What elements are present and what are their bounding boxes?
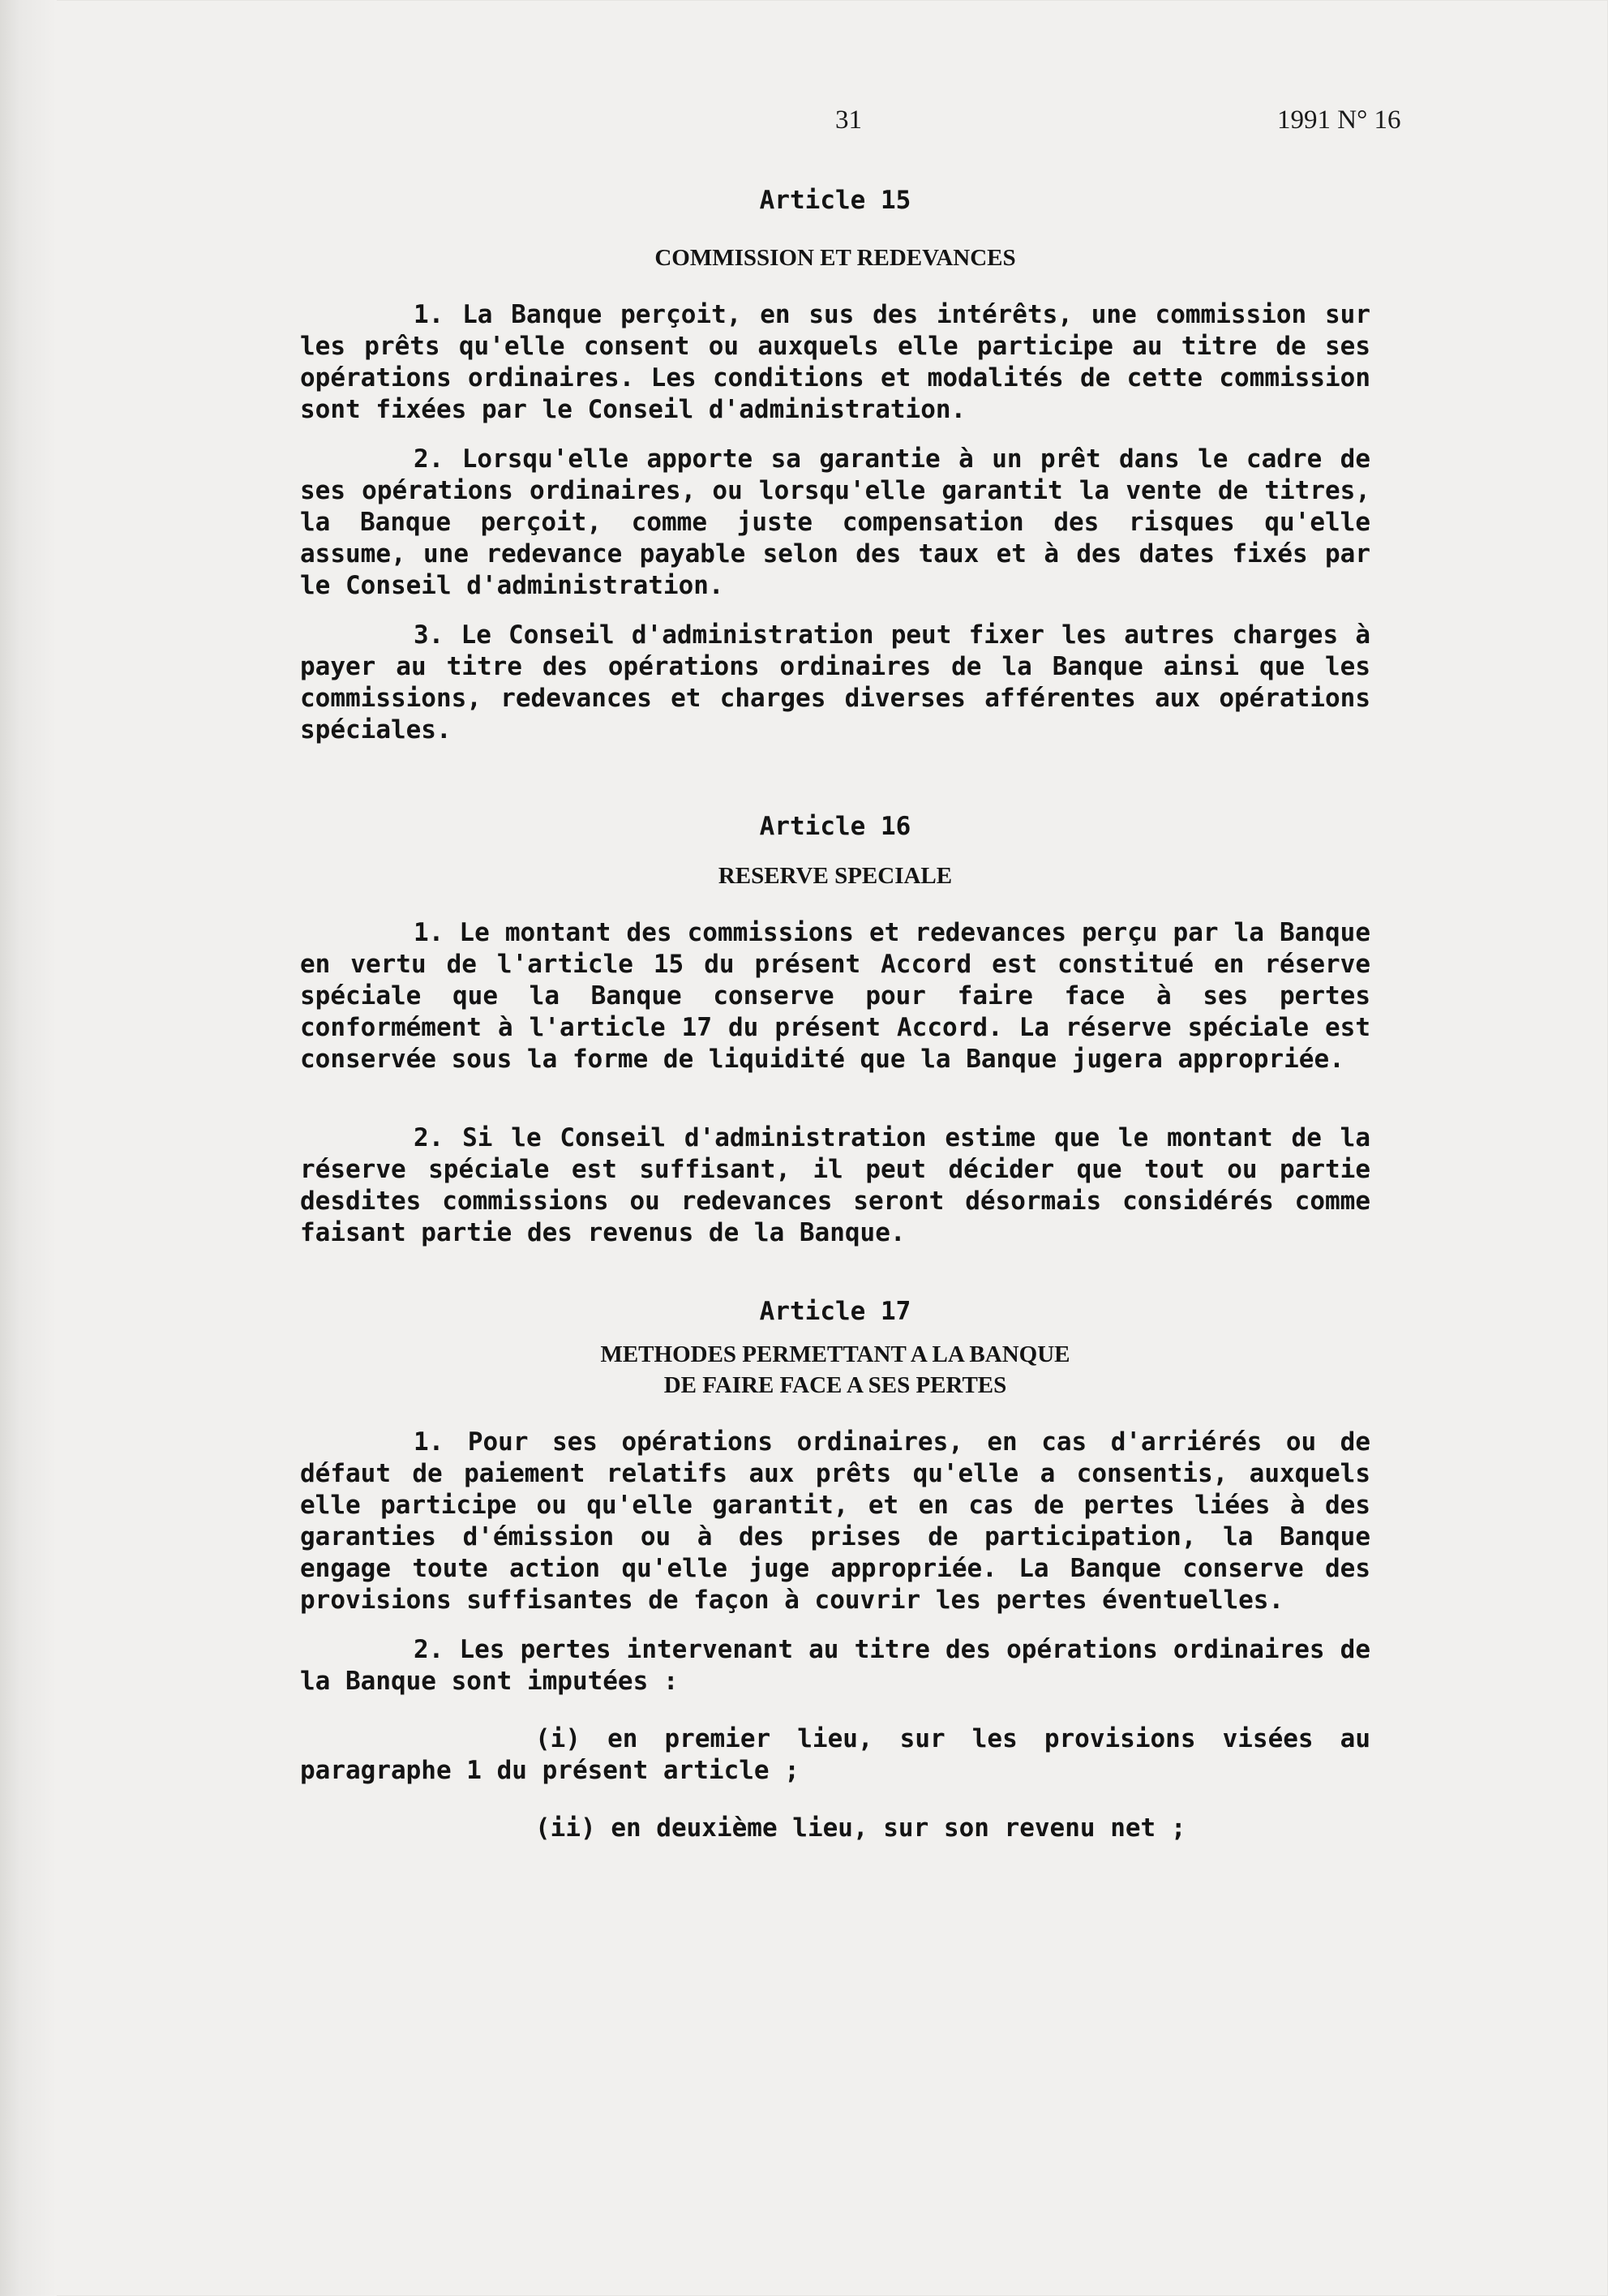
- article-17-title: Article 17: [759, 1297, 911, 1326]
- article-17-heading-line-1: METHODES PERMETTANT A LA BANQUE: [600, 1341, 1070, 1367]
- binding-shadow: [0, 0, 57, 2296]
- article-17-item-ii: (ii) en deuxième lieu, sur son revenu net ;: [535, 1813, 1186, 1843]
- article-17-item-i: (i) en premier lieu, sur les provisions visées au paragraphe 1 du présent article ;: [300, 1724, 1370, 1785]
- article-17-paragraph-2: 2. Les pertes intervenant au titre des opérations ordinaires de la Banque sont imputées :: [300, 1635, 1370, 1696]
- article-15-paragraph-1: 1. La Banque perçoit, en sus des intérêts, une commission sur les prêts qu'elle consent ou auxquels elle participe au titre de ses opérations ordinaires. Les conditions et modalités de cette commission sont fixées par le Conseil d'administration.: [300, 300, 1370, 424]
- article-16-paragraph-1: 1. Le montant des commissions et redevances perçu par la Banque en vertu de l'article 15 du présent Accord est constitué en réserve spéciale que la Banque conserve pour faire face à ses pertes conformément à l'article 17 du présent Accord. La réserve spéciale est conservée sous la forme de liquidité que la Banque jugera appropriée.: [300, 918, 1370, 1074]
- article-16: [300, 811, 1370, 1249]
- article-15-paragraph-3: 3. Le Conseil d'administration peut fixer les autres charges à payer au titre des opérations ordinaires de la Banque ainsi que les commissions, redevances et charges diverses afférentes aux opérations spéciales.: [300, 620, 1370, 745]
- article-16-heading: RESERVE SPECIALE: [718, 863, 953, 889]
- article-17-paragraph-1: 1. Pour ses opérations ordinaires, en cas d'arriérés ou de défaut de paiement relatifs aux prêts qu'elle a consentis, auxquels elle participe ou qu'elle garantit, et en cas de pertes liées à des garanties d'émission ou à des prises de participation, la Banque engage toute action qu'elle juge appropriée. La Banque conserve des provisions suffisantes de façon à couvrir les pertes éventuelles.: [300, 1427, 1370, 1615]
- article-15: [300, 185, 1370, 746]
- document-reference: 1991 N° 16: [1277, 105, 1401, 135]
- article-15-title: Article 15: [759, 186, 911, 215]
- document-body: [300, 185, 1370, 1844]
- article-17: [300, 1296, 1370, 1844]
- article-17-heading-line-2: DE FAIRE FACE A SES PERTES: [663, 1372, 1007, 1398]
- article-15-paragraph-2: 2. Lorsqu'elle apporte sa garantie à un prêt dans le cadre de ses opérations ordinaires, ou lorsqu'elle garantit la vente de titres, la Banque perçoit, comme juste compensation des risques qu'elle assume, une redevance payable selon des taux et à des dates fixés par le Conseil d'administration.: [300, 444, 1370, 600]
- article-16-title: Article 16: [759, 812, 911, 841]
- page-number: 31: [835, 105, 862, 135]
- article-16-paragraph-2: 2. Si le Conseil d'administration estime que le montant de la réserve spéciale est suffisant, il peut décider que tout ou partie desdites commissions ou redevances seront désormais considérés comme faisant partie des revenus de la Banque.: [300, 1123, 1370, 1247]
- article-15-heading: COMMISSION ET REDEVANCES: [654, 245, 1016, 271]
